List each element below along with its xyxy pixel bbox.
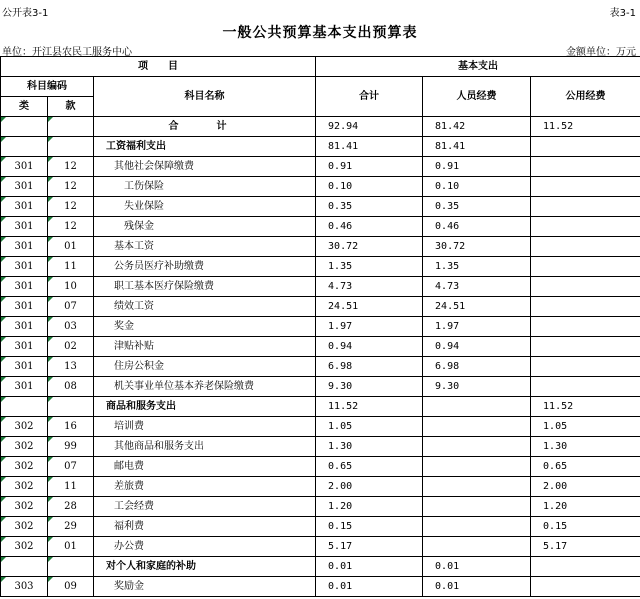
kuan-cell: 01 (48, 237, 94, 257)
subject-name-cell: 差旅费 (94, 477, 316, 497)
total-cell: 0.91 (316, 157, 423, 177)
personnel-cell: 4.73 (423, 277, 531, 297)
total-cell: 0.01 (316, 557, 423, 577)
personnel-cell: 9.30 (423, 377, 531, 397)
kuan-cell: 12 (48, 157, 94, 177)
table-code-right: 表3-1 (609, 8, 636, 19)
total-cell: 11.52 (316, 397, 423, 417)
table-row (1, 277, 640, 297)
subject-name-cell: 工伤保险 (94, 177, 316, 197)
table-row (1, 217, 640, 237)
subject-name-cell: 办公费 (94, 537, 316, 557)
subject-name-cell: 商品和服务支出 (94, 397, 316, 417)
total-cell: 0.10 (316, 177, 423, 197)
page-title: 一般公共预算基本支出预算表 (222, 25, 418, 41)
lei-cell: 302 (1, 437, 48, 457)
lei-cell: 301 (1, 297, 48, 317)
lei-cell: 301 (1, 377, 48, 397)
table-row (1, 557, 640, 577)
subject-name-cell: 基本工资 (94, 237, 316, 257)
kuan-cell: 13 (48, 357, 94, 377)
total-cell: 0.94 (316, 337, 423, 357)
public-cell (531, 357, 640, 377)
public-cell (531, 177, 640, 197)
personnel-cell: 0.01 (423, 577, 531, 597)
public-cell (531, 557, 640, 577)
personnel-cell (423, 517, 531, 537)
public-cell: 1.20 (531, 497, 640, 517)
public-cell (531, 317, 640, 337)
table-row (1, 397, 640, 417)
table-row (1, 237, 640, 257)
personnel-cell: 0.01 (423, 557, 531, 577)
subject-name-cell: 邮电费 (94, 457, 316, 477)
total-cell: 6.98 (316, 357, 423, 377)
kuan-cell: 28 (48, 497, 94, 517)
subject-name-cell: 职工基本医疗保险缴费 (94, 277, 316, 297)
table-row (1, 257, 640, 277)
lei-cell: 301 (1, 257, 48, 277)
kuan-cell: 11 (48, 477, 94, 497)
lei-cell: 301 (1, 317, 48, 337)
personnel-cell (423, 437, 531, 457)
personnel-cell (423, 477, 531, 497)
subject-name-cell: 奖励金 (94, 577, 316, 597)
total-cell: 0.35 (316, 197, 423, 217)
personnel-cell: 24.51 (423, 297, 531, 317)
kuan-cell (48, 557, 94, 577)
total-row (1, 117, 640, 137)
kuan-cell (48, 137, 94, 157)
total-cell: 1.35 (316, 257, 423, 277)
table-row (1, 137, 640, 157)
personnel-cell: 0.10 (423, 177, 531, 197)
kuan-cell: 29 (48, 517, 94, 537)
total-cell: 5.17 (316, 537, 423, 557)
kuan-cell: 10 (48, 277, 94, 297)
lei-cell: 302 (1, 477, 48, 497)
lei-cell: 301 (1, 337, 48, 357)
public-cell: 0.15 (531, 517, 640, 537)
public-cell (531, 577, 640, 597)
table-row (1, 537, 640, 557)
header-personnel: 人员经费 (423, 77, 531, 117)
table-row (1, 177, 640, 197)
subject-name-cell: 对个人和家庭的补助 (94, 557, 316, 577)
subject-name-cell: 残保金 (94, 217, 316, 237)
public-cell (531, 197, 640, 217)
public-cell: 11.52 (531, 397, 640, 417)
kuan-cell: 03 (48, 317, 94, 337)
lei-cell: 301 (1, 217, 48, 237)
kuan-cell: 12 (48, 197, 94, 217)
header-lei: 类 (1, 97, 48, 117)
total-label: 合 计 (94, 117, 316, 137)
lei-cell: 301 (1, 197, 48, 217)
personnel-cell: 0.94 (423, 337, 531, 357)
public-cell (531, 277, 640, 297)
total-personnel: 81.42 (423, 117, 531, 137)
total-cell: 81.41 (316, 137, 423, 157)
table-row (1, 317, 640, 337)
table-row (1, 377, 640, 397)
header-public: 公用经费 (531, 77, 640, 117)
public-cell (531, 337, 640, 357)
subject-name-cell: 工会经费 (94, 497, 316, 517)
subject-name-cell: 福利费 (94, 517, 316, 537)
header-basic-expenditure: 基本支出 (316, 57, 640, 77)
table-row (1, 517, 640, 537)
header-project: 项 目 (1, 57, 316, 77)
lei-cell: 301 (1, 157, 48, 177)
public-cell: 2.00 (531, 477, 640, 497)
personnel-cell: 30.72 (423, 237, 531, 257)
subject-name-cell: 奖金 (94, 317, 316, 337)
subject-name-cell: 其他社会保障缴费 (94, 157, 316, 177)
table-row (1, 417, 640, 437)
lei-cell (1, 397, 48, 417)
public-cell (531, 237, 640, 257)
kuan-cell: 11 (48, 257, 94, 277)
public-cell: 0.65 (531, 457, 640, 477)
personnel-cell (423, 497, 531, 517)
subject-name-cell: 失业保险 (94, 197, 316, 217)
personnel-cell: 0.46 (423, 217, 531, 237)
subject-name-cell: 机关事业单位基本养老保险缴费 (94, 377, 316, 397)
kuan-cell: 09 (48, 577, 94, 597)
total-amount: 92.94 (316, 117, 423, 137)
table-row (1, 357, 640, 377)
lei-cell: 301 (1, 177, 48, 197)
public-cell (531, 217, 640, 237)
personnel-cell: 81.41 (423, 137, 531, 157)
table-row (1, 477, 640, 497)
subject-name-cell: 公务员医疗补助缴费 (94, 257, 316, 277)
total-cell: 1.30 (316, 437, 423, 457)
table-code-left: 公开表3-1 (2, 8, 49, 19)
personnel-cell: 0.91 (423, 157, 531, 177)
total-cell: 9.30 (316, 377, 423, 397)
kuan-cell: 12 (48, 217, 94, 237)
table-row (1, 197, 640, 217)
total-cell: 0.65 (316, 457, 423, 477)
public-cell (531, 137, 640, 157)
public-cell: 1.30 (531, 437, 640, 457)
personnel-cell (423, 397, 531, 417)
kuan-cell: 16 (48, 417, 94, 437)
personnel-cell: 6.98 (423, 357, 531, 377)
total-cell: 0.01 (316, 577, 423, 597)
subject-name-cell: 工资福利支出 (94, 137, 316, 157)
subject-name-cell: 住房公积金 (94, 357, 316, 377)
public-cell (531, 377, 640, 397)
public-cell: 1.05 (531, 417, 640, 437)
lei-cell: 303 (1, 577, 48, 597)
table-row (1, 497, 640, 517)
table-row (1, 297, 640, 317)
personnel-cell: 0.35 (423, 197, 531, 217)
header-subject-name: 科目名称 (94, 77, 316, 117)
table-row (1, 157, 640, 177)
total-cell: 30.72 (316, 237, 423, 257)
kuan-cell: 02 (48, 337, 94, 357)
subject-name-cell: 培训费 (94, 417, 316, 437)
subject-name-cell: 绩效工资 (94, 297, 316, 317)
table-row (1, 457, 640, 477)
budget-table (0, 56, 640, 597)
kuan-cell: 07 (48, 297, 94, 317)
table-row (1, 337, 640, 357)
header-code-group: 科目编码 (1, 77, 94, 97)
total-cell: 24.51 (316, 297, 423, 317)
table-row (1, 577, 640, 597)
total-cell: 1.20 (316, 497, 423, 517)
lei-cell: 302 (1, 457, 48, 477)
public-cell (531, 157, 640, 177)
personnel-cell: 1.35 (423, 257, 531, 277)
total-cell: 1.05 (316, 417, 423, 437)
header-kuan: 款 (48, 97, 94, 117)
total-cell: 1.97 (316, 317, 423, 337)
table-row (1, 437, 640, 457)
personnel-cell (423, 417, 531, 437)
header-total: 合计 (316, 77, 423, 117)
public-cell (531, 297, 640, 317)
subject-name-cell: 津贴补贴 (94, 337, 316, 357)
personnel-cell: 1.97 (423, 317, 531, 337)
public-cell: 5.17 (531, 537, 640, 557)
kuan-cell: 07 (48, 457, 94, 477)
lei-cell: 301 (1, 357, 48, 377)
personnel-cell (423, 457, 531, 477)
total-lei-cell (1, 117, 48, 137)
lei-cell: 302 (1, 537, 48, 557)
lei-cell: 302 (1, 517, 48, 537)
total-cell: 4.73 (316, 277, 423, 297)
unit-label: 单位：开江县农民工服务中心 (2, 47, 132, 58)
total-cell: 0.15 (316, 517, 423, 537)
lei-cell: 302 (1, 497, 48, 517)
lei-cell: 301 (1, 237, 48, 257)
personnel-cell (423, 537, 531, 557)
lei-cell (1, 557, 48, 577)
kuan-cell: 01 (48, 537, 94, 557)
total-cell: 0.46 (316, 217, 423, 237)
total-public: 11.52 (531, 117, 640, 137)
lei-cell (1, 137, 48, 157)
kuan-cell: 12 (48, 177, 94, 197)
kuan-cell (48, 397, 94, 417)
total-cell: 2.00 (316, 477, 423, 497)
kuan-cell: 08 (48, 377, 94, 397)
subject-name-cell: 其他商品和服务支出 (94, 437, 316, 457)
kuan-cell: 99 (48, 437, 94, 457)
lei-cell: 302 (1, 417, 48, 437)
total-kuan-cell (48, 117, 94, 137)
public-cell (531, 257, 640, 277)
lei-cell: 301 (1, 277, 48, 297)
amount-unit-label: 金额单位：万元 (566, 47, 636, 58)
